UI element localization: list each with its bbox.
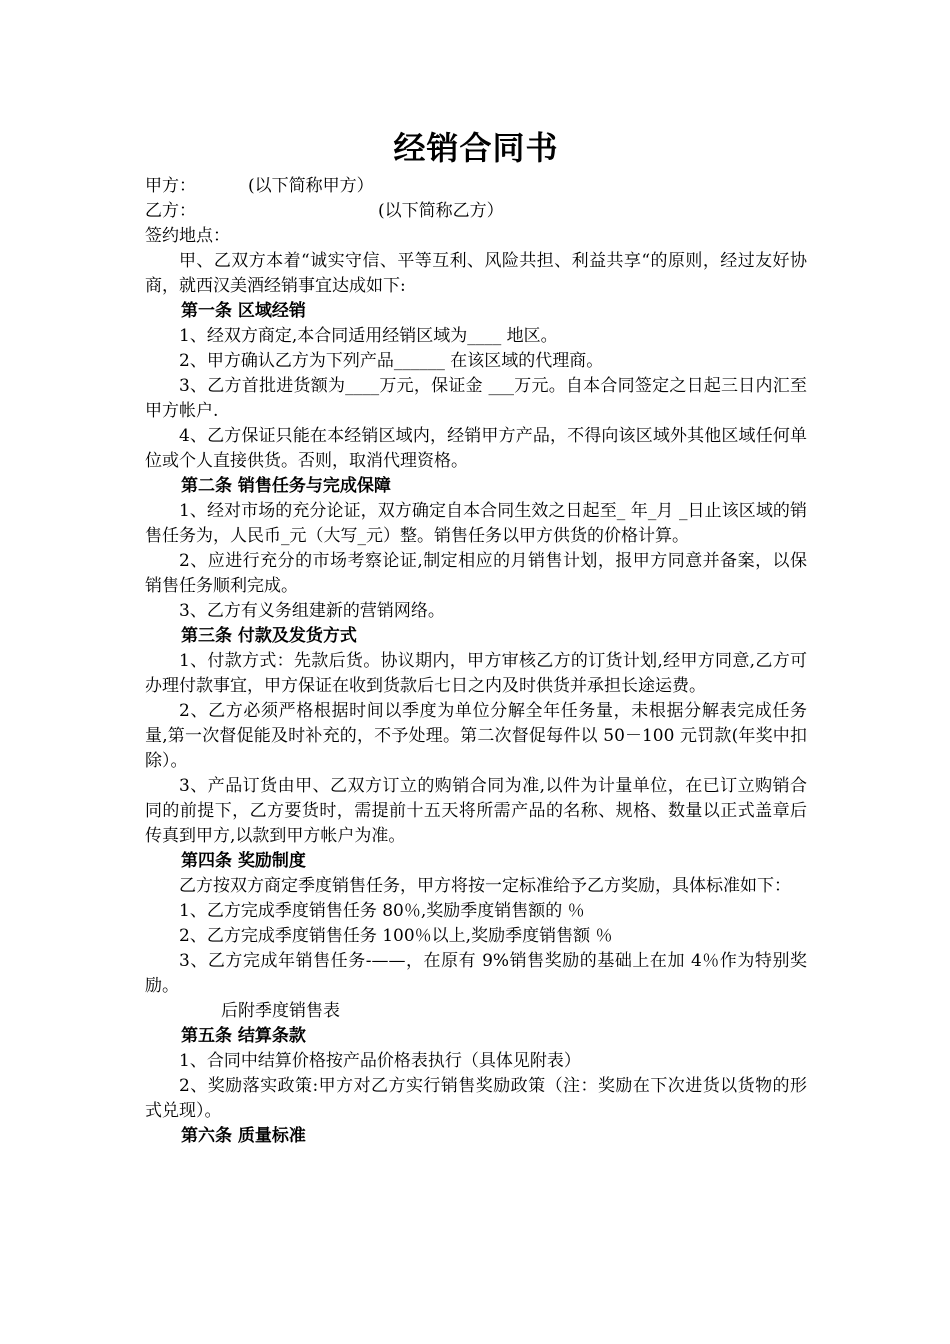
party-b-note: (以下简称乙方） (378, 201, 504, 221)
section-heading: 第五条 结算条款 (181, 1026, 306, 1046)
section-paragraph: 2、乙方必须严格根据时间以季度为单位分解全年任务量，未根据分解表完成任务量,第一次督促能及时补充的，不予处理。第二次督促每件以 50－100 元罚款(年奖中扣除）。 (145, 701, 807, 771)
section-heading: 第六条 质量标准 (181, 1126, 306, 1146)
party-a-note: (以下简称甲方） (248, 176, 374, 196)
document-body (145, 126, 807, 1149)
signing-place: 签约地点： (145, 226, 230, 246)
section-paragraph: 3、乙方首批进货额为____万元，保证金 ___万元。自本合同签定之日起三日内汇至甲方帐户. (145, 376, 807, 421)
section-heading: 第一条 区域经销 (181, 301, 306, 321)
party-a-line (145, 174, 807, 199)
section-paragraph: 3、乙方有义务组建新的营销网络。 (179, 601, 445, 621)
section-paragraph: 1、经双方商定,本合同适用经销区域为____ 地区。 (179, 326, 558, 346)
section-paragraph: 3、乙方完成年销售任务-——，在原有 9%销售奖励的基础上在加 4％作为特别奖励。 (145, 951, 807, 996)
section-paragraph: 1、经对市场的充分论证，双方确定自本合同生效之日起至_ 年_月 _日止该区域的销售任务为，人民币_元（大写_元）整。销售任务以甲方供货的价格计算。 (145, 501, 807, 546)
section-paragraph: 3、产品订货由甲、乙双方订立的购销合同为准,以件为计量单位，在已订立购销合同的前提下，乙方要货时，需提前十五天将所需产品的名称、规格、数量以正式盖章后传真到甲方,以款到甲方帐户为准。 (145, 776, 807, 846)
page-title: 经销合同书 (393, 129, 559, 167)
party-a-label: 甲方： (145, 176, 196, 196)
section-heading: 第三条 付款及发货方式 (181, 626, 357, 646)
party-b-label: 乙方： (145, 201, 196, 221)
section-paragraph: 乙方按双方商定季度销售任务，甲方将按一定标准给予乙方奖励，具体标准如下： (179, 876, 791, 896)
attachment-note: 后附季度销售表 (221, 1001, 340, 1021)
section-paragraph: 1、合同中结算价格按产品价格表执行（具体见附表） (179, 1051, 581, 1071)
section-paragraph: 2、乙方完成季度销售任务 100％以上,奖励季度销售额 ％ (179, 926, 613, 946)
section-paragraph: 2、甲方确认乙方为下列产品______ 在该区域的代理商。 (179, 351, 604, 371)
intro-paragraph: 甲、乙双方本着“诚实守信、平等互利、风险共担、利益共享“的原则，经过友好协商，就西汉美酒经销事宜达成如下: (145, 251, 807, 296)
party-b-line (145, 199, 807, 224)
section-paragraph: 1、乙方完成季度销售任务 80％,奖励季度销售额的 ％ (179, 901, 585, 921)
section-paragraph: 1、付款方式：先款后货。协议期内，甲方审核乙方的订货计划,经甲方同意,乙方可办理付款事宜，甲方保证在收到货款后七日之内及时供货并承担长途运费。 (145, 651, 807, 696)
section-heading: 第二条 销售任务与完成保障 (181, 476, 391, 496)
section-paragraph: 2、奖励落实政策:甲方对乙方实行销售奖励政策（注：奖励在下次进货以货物的形式兑现）。 (145, 1076, 807, 1121)
section-heading: 第四条 奖励制度 (181, 851, 306, 871)
section-paragraph: 4、乙方保证只能在本经销区域内，经销甲方产品，不得向该区域外其他区域任何单位或个人直接供货。否则，取消代理资格。 (145, 426, 807, 471)
section-paragraph: 2、应进行充分的市场考察论证,制定相应的月销售计划，报甲方同意并备案，以保销售任务顺利完成。 (145, 551, 807, 596)
